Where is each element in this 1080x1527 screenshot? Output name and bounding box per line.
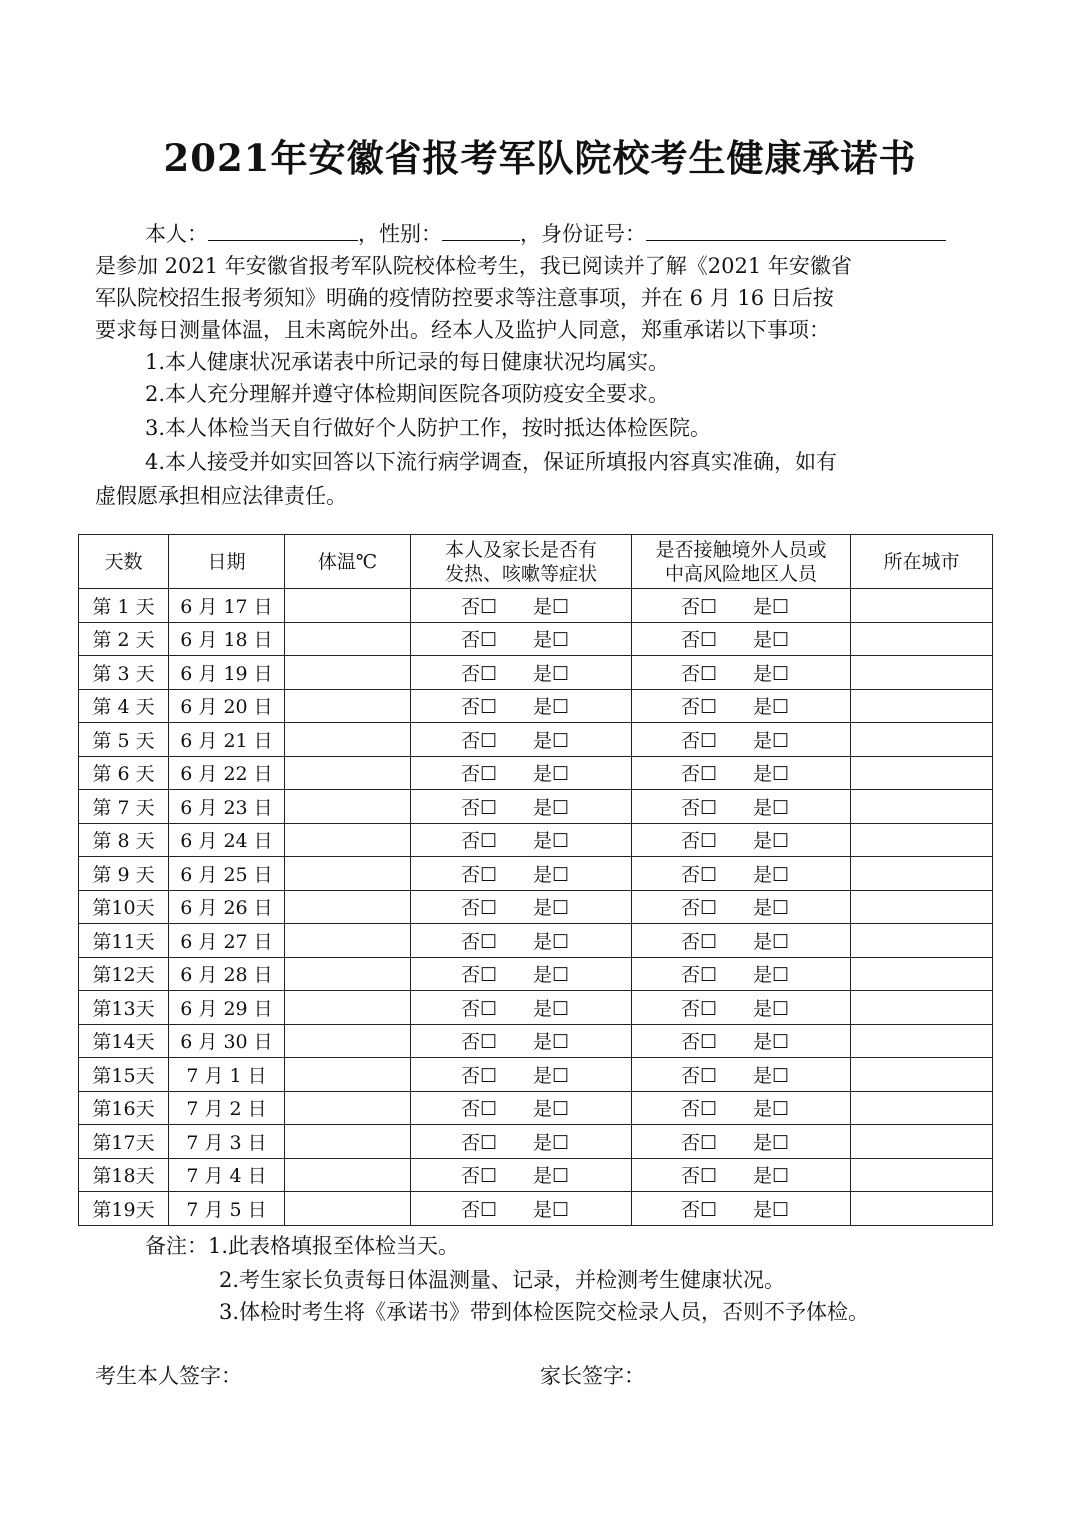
- gender-blank[interactable]: [442, 220, 520, 241]
- contact-yes-checkbox[interactable]: 是☐: [753, 930, 790, 953]
- contact-no-checkbox[interactable]: 否☐: [681, 897, 718, 920]
- temperature-cell[interactable]: [285, 857, 411, 891]
- city-cell[interactable]: [851, 656, 993, 690]
- table-row: [79, 790, 993, 824]
- temperature-cell[interactable]: [285, 1158, 411, 1192]
- contact-options: [681, 625, 801, 652]
- contact-options: [681, 1128, 801, 1155]
- symptoms-options: [461, 726, 581, 753]
- contact-cell: [632, 1024, 851, 1058]
- symptoms-no-checkbox[interactable]: 否☐: [461, 729, 498, 752]
- day-cell: 第18天: [79, 1158, 169, 1192]
- day-cell: 第17天: [79, 1125, 169, 1159]
- gender-label: ，性别：: [358, 222, 442, 246]
- header-symptoms-line2: 发热、咳嗽等症状: [444, 562, 597, 585]
- temperature-cell[interactable]: [285, 622, 411, 656]
- day-cell: 第 2 天: [79, 622, 169, 656]
- city-cell[interactable]: [851, 589, 993, 623]
- symptoms-options: [461, 1027, 581, 1054]
- table-row: [79, 1024, 993, 1058]
- city-cell[interactable]: [851, 1192, 993, 1226]
- table-row: [79, 1125, 993, 1159]
- table-row: [79, 1158, 993, 1192]
- temperature-cell[interactable]: [285, 589, 411, 623]
- contact-no-checkbox[interactable]: 否☐: [681, 1098, 718, 1121]
- commitment-item-4-cont: 虚假愿承担相应法律责任。: [95, 484, 347, 508]
- symptoms-no-checkbox[interactable]: 否☐: [461, 1031, 498, 1054]
- temperature-cell[interactable]: [285, 1192, 411, 1226]
- symptoms-no-checkbox[interactable]: 否☐: [461, 595, 498, 618]
- contact-cell: [632, 589, 851, 623]
- contact-no-checkbox[interactable]: 否☐: [681, 729, 718, 752]
- contact-cell: [632, 790, 851, 824]
- contact-no-checkbox[interactable]: 否☐: [681, 1165, 718, 1188]
- contact-cell: [632, 857, 851, 891]
- symptoms-options: [461, 1161, 581, 1188]
- date-cell: 6 月 26 日: [169, 890, 285, 924]
- date-cell: 6 月 24 日: [169, 823, 285, 857]
- table-header-row: [79, 535, 993, 589]
- day-cell: 第12天: [79, 957, 169, 991]
- symptoms-cell: [411, 689, 632, 723]
- remarks-line-1: [145, 1230, 459, 1260]
- day-cell: 第 7 天: [79, 790, 169, 824]
- contact-yes-checkbox[interactable]: 是☐: [753, 763, 790, 786]
- date-cell: 7 月 2 日: [169, 1091, 285, 1125]
- contact-no-checkbox[interactable]: 否☐: [681, 796, 718, 819]
- contact-yes-checkbox[interactable]: 是☐: [753, 1064, 790, 1087]
- symptoms-yes-checkbox[interactable]: 是☐: [533, 1165, 570, 1188]
- contact-options: [681, 726, 801, 753]
- table-row: [79, 890, 993, 924]
- contact-no-checkbox[interactable]: 否☐: [681, 595, 718, 618]
- date-cell: 7 月 5 日: [169, 1192, 285, 1226]
- symptoms-no-checkbox[interactable]: 否☐: [461, 662, 498, 685]
- temperature-cell[interactable]: [285, 689, 411, 723]
- table-row: [79, 924, 993, 958]
- day-cell: 第 3 天: [79, 656, 169, 690]
- date-cell: 6 月 20 日: [169, 689, 285, 723]
- contact-options: [681, 1061, 801, 1088]
- city-cell[interactable]: [851, 790, 993, 824]
- symptoms-yes-checkbox[interactable]: 是☐: [533, 1198, 570, 1221]
- day-cell: 第16天: [79, 1091, 169, 1125]
- symptoms-yes-checkbox[interactable]: 是☐: [533, 1098, 570, 1121]
- symptoms-yes-checkbox[interactable]: 是☐: [533, 696, 570, 719]
- day-cell: 第 9 天: [79, 857, 169, 891]
- contact-yes-checkbox[interactable]: 是☐: [753, 997, 790, 1020]
- symptoms-no-checkbox[interactable]: 否☐: [461, 1165, 498, 1188]
- header-date: 日期: [169, 535, 285, 589]
- day-cell: 第15天: [79, 1058, 169, 1092]
- temperature-cell[interactable]: [285, 991, 411, 1025]
- contact-no-checkbox[interactable]: 否☐: [681, 863, 718, 886]
- paragraph-line: 军队院校招生报考须知》明确的疫情防控要求等注意事项，并在 6 月 16 日后按: [95, 286, 834, 310]
- temperature-cell[interactable]: [285, 1091, 411, 1125]
- contact-yes-checkbox[interactable]: 是☐: [753, 729, 790, 752]
- date-cell: 6 月 30 日: [169, 1024, 285, 1058]
- contact-cell: [632, 823, 851, 857]
- contact-no-checkbox[interactable]: 否☐: [681, 964, 718, 987]
- symptoms-options: [461, 1061, 581, 1088]
- date-cell: 6 月 28 日: [169, 957, 285, 991]
- city-cell[interactable]: [851, 991, 993, 1025]
- day-cell: 第 5 天: [79, 723, 169, 757]
- contact-yes-checkbox[interactable]: 是☐: [753, 662, 790, 685]
- city-cell[interactable]: [851, 689, 993, 723]
- contact-no-checkbox[interactable]: 否☐: [681, 763, 718, 786]
- contact-no-checkbox[interactable]: 否☐: [681, 629, 718, 652]
- contact-options: [681, 927, 801, 954]
- symptoms-yes-checkbox[interactable]: 是☐: [533, 930, 570, 953]
- temperature-cell[interactable]: [285, 756, 411, 790]
- symptoms-no-checkbox[interactable]: 否☐: [461, 897, 498, 920]
- symptoms-cell: [411, 1158, 632, 1192]
- contact-cell: [632, 991, 851, 1025]
- date-cell: 6 月 27 日: [169, 924, 285, 958]
- city-cell[interactable]: [851, 622, 993, 656]
- date-cell: 6 月 21 日: [169, 723, 285, 757]
- symptoms-cell: [411, 1125, 632, 1159]
- date-cell: 6 月 17 日: [169, 589, 285, 623]
- symptoms-yes-checkbox[interactable]: 是☐: [533, 662, 570, 685]
- header-contact-line1: 是否接触境外人员或: [655, 538, 827, 561]
- contact-no-checkbox[interactable]: 否☐: [681, 1131, 718, 1154]
- table-row: [79, 656, 993, 690]
- symptoms-yes-checkbox[interactable]: 是☐: [533, 997, 570, 1020]
- symptoms-no-checkbox[interactable]: 否☐: [461, 696, 498, 719]
- commitment-item-4: 4.本人接受并如实回答以下流行病学调查，保证所填报内容真实准确，如有: [145, 450, 838, 474]
- symptoms-yes-checkbox[interactable]: 是☐: [533, 964, 570, 987]
- temperature-cell[interactable]: [285, 1024, 411, 1058]
- date-cell: 7 月 1 日: [169, 1058, 285, 1092]
- contact-options: [681, 592, 801, 619]
- symptoms-no-checkbox[interactable]: 否☐: [461, 629, 498, 652]
- header-city: 所在城市: [851, 535, 993, 589]
- day-cell: 第13天: [79, 991, 169, 1025]
- paragraph-line: 是参加 2021 年安徽省报考军队院校体检考生，我已阅读并了解《2021 年安徽省: [95, 254, 852, 278]
- temperature-cell[interactable]: [285, 723, 411, 757]
- contact-no-checkbox[interactable]: 否☐: [681, 696, 718, 719]
- contact-yes-checkbox[interactable]: 是☐: [753, 696, 790, 719]
- city-cell[interactable]: [851, 957, 993, 991]
- temperature-cell[interactable]: [285, 1125, 411, 1159]
- contact-no-checkbox[interactable]: 否☐: [681, 662, 718, 685]
- table-row: [79, 689, 993, 723]
- contact-cell: [632, 656, 851, 690]
- symptoms-yes-checkbox[interactable]: 是☐: [533, 763, 570, 786]
- symptoms-cell: [411, 1024, 632, 1058]
- table-row: [79, 589, 993, 623]
- symptoms-cell: [411, 890, 632, 924]
- contact-options: [681, 793, 801, 820]
- contact-cell: [632, 924, 851, 958]
- contact-options: [681, 759, 801, 786]
- symptoms-yes-checkbox[interactable]: 是☐: [533, 1031, 570, 1054]
- date-cell: 6 月 19 日: [169, 656, 285, 690]
- symptoms-options: [461, 860, 581, 887]
- day-cell: 第19天: [79, 1192, 169, 1226]
- symptoms-yes-checkbox[interactable]: 是☐: [533, 897, 570, 920]
- date-cell: 6 月 18 日: [169, 622, 285, 656]
- symptoms-no-checkbox[interactable]: 否☐: [461, 1098, 498, 1121]
- city-cell[interactable]: [851, 723, 993, 757]
- day-cell: 第 6 天: [79, 756, 169, 790]
- temperature-cell[interactable]: [285, 656, 411, 690]
- paragraph-line: 要求每日测量体温，且未离皖外出。经本人及监护人同意，郑重承诺以下事项：: [95, 318, 830, 342]
- day-cell: 第14天: [79, 1024, 169, 1058]
- city-cell[interactable]: [851, 1158, 993, 1192]
- contact-yes-checkbox[interactable]: 是☐: [753, 1198, 790, 1221]
- contact-yes-checkbox[interactable]: 是☐: [753, 1031, 790, 1054]
- contact-cell: [632, 1125, 851, 1159]
- remark-1: 1.此表格填报至体检当天。: [208, 1234, 460, 1258]
- table-row: [79, 1058, 993, 1092]
- symptoms-no-checkbox[interactable]: 否☐: [461, 1064, 498, 1087]
- city-cell[interactable]: [851, 924, 993, 958]
- symptoms-no-checkbox[interactable]: 否☐: [461, 997, 498, 1020]
- contact-no-checkbox[interactable]: 否☐: [681, 1198, 718, 1221]
- symptoms-cell: [411, 924, 632, 958]
- contact-yes-checkbox[interactable]: 是☐: [753, 964, 790, 987]
- name-label: 本人：: [145, 222, 208, 246]
- header-symptoms: [411, 535, 632, 589]
- symptoms-cell: [411, 622, 632, 656]
- contact-cell: [632, 723, 851, 757]
- temperature-cell[interactable]: [285, 1058, 411, 1092]
- parent-signature-label: 家长签字：: [540, 1364, 645, 1388]
- contact-yes-checkbox[interactable]: 是☐: [753, 796, 790, 819]
- symptoms-no-checkbox[interactable]: 否☐: [461, 930, 498, 953]
- contact-yes-checkbox[interactable]: 是☐: [753, 863, 790, 886]
- table-row: [79, 723, 993, 757]
- contact-options: [681, 994, 801, 1021]
- day-cell: 第 8 天: [79, 823, 169, 857]
- symptoms-cell: [411, 1091, 632, 1125]
- contact-yes-checkbox[interactable]: 是☐: [753, 830, 790, 853]
- symptoms-yes-checkbox[interactable]: 是☐: [533, 796, 570, 819]
- symptoms-options: [461, 1128, 581, 1155]
- symptoms-no-checkbox[interactable]: 否☐: [461, 830, 498, 853]
- remark-3: 3.体检时考生将《承诺书》带到体检医院交检录人员，否则不予体检。: [219, 1300, 870, 1324]
- table-row: [79, 991, 993, 1025]
- symptoms-yes-checkbox[interactable]: 是☐: [533, 863, 570, 886]
- contact-yes-checkbox[interactable]: 是☐: [753, 595, 790, 618]
- symptoms-yes-checkbox[interactable]: 是☐: [533, 729, 570, 752]
- contact-no-checkbox[interactable]: 否☐: [681, 930, 718, 953]
- contact-cell: [632, 957, 851, 991]
- header-contact-line2: 中高风险地区人员: [664, 562, 817, 585]
- remarks-prefix: 备注：: [145, 1234, 208, 1258]
- student-signature-label: 考生本人签字：: [95, 1364, 242, 1388]
- symptoms-yes-checkbox[interactable]: 是☐: [533, 1064, 570, 1087]
- contact-cell: [632, 622, 851, 656]
- contact-cell: [632, 1192, 851, 1226]
- symptoms-cell: [411, 589, 632, 623]
- header-symptoms-line1: 本人及家长是否有: [444, 538, 597, 561]
- city-cell[interactable]: [851, 857, 993, 891]
- city-cell[interactable]: [851, 823, 993, 857]
- symptoms-cell: [411, 790, 632, 824]
- day-cell: 第10天: [79, 890, 169, 924]
- contact-options: [681, 826, 801, 853]
- contact-options: [681, 860, 801, 887]
- contact-yes-checkbox[interactable]: 是☐: [753, 1098, 790, 1121]
- symptoms-cell: [411, 1192, 632, 1226]
- contact-options: [681, 960, 801, 987]
- symptoms-cell: [411, 756, 632, 790]
- symptoms-options: [461, 692, 581, 719]
- contact-cell: [632, 1091, 851, 1125]
- contact-no-checkbox[interactable]: 否☐: [681, 830, 718, 853]
- date-cell: 7 月 3 日: [169, 1125, 285, 1159]
- contact-cell: [632, 1158, 851, 1192]
- header-temperature: 体温℃: [285, 535, 411, 589]
- contact-options: [681, 1161, 801, 1188]
- table-row: [79, 756, 993, 790]
- symptoms-no-checkbox[interactable]: 否☐: [461, 763, 498, 786]
- table-row: [79, 823, 993, 857]
- day-cell: 第 1 天: [79, 589, 169, 623]
- table-row: [79, 1091, 993, 1125]
- table-row: [79, 857, 993, 891]
- id-number-label: ，身份证号：: [520, 222, 646, 246]
- table-row: [79, 957, 993, 991]
- header-contact: [632, 535, 851, 589]
- name-blank[interactable]: [208, 220, 358, 241]
- contact-options: [681, 1027, 801, 1054]
- symptoms-options: [461, 1094, 581, 1121]
- symptoms-yes-checkbox[interactable]: 是☐: [533, 595, 570, 618]
- page-title: 2021年安徽省报考军队院校考生健康承诺书: [163, 136, 917, 180]
- date-cell: 6 月 25 日: [169, 857, 285, 891]
- symptoms-cell: [411, 723, 632, 757]
- symptoms-options: [461, 659, 581, 686]
- personal-info-line: [145, 218, 946, 248]
- city-cell[interactable]: [851, 756, 993, 790]
- contact-yes-checkbox[interactable]: 是☐: [753, 1165, 790, 1188]
- temperature-cell[interactable]: [285, 957, 411, 991]
- symptoms-options: [461, 826, 581, 853]
- id-number-blank[interactable]: [646, 220, 946, 241]
- symptoms-cell: [411, 857, 632, 891]
- symptoms-options: [461, 1195, 581, 1222]
- city-cell[interactable]: [851, 1024, 993, 1058]
- health-record-table: [78, 534, 993, 1226]
- date-cell: 6 月 29 日: [169, 991, 285, 1025]
- symptoms-cell: [411, 957, 632, 991]
- contact-options: [681, 692, 801, 719]
- symptoms-no-checkbox[interactable]: 否☐: [461, 1198, 498, 1221]
- symptoms-yes-checkbox[interactable]: 是☐: [533, 830, 570, 853]
- symptoms-options: [461, 994, 581, 1021]
- city-cell[interactable]: [851, 1058, 993, 1092]
- temperature-cell[interactable]: [285, 790, 411, 824]
- commitment-item-2: 2.本人充分理解并遵守体检期间医院各项防疫安全要求。: [145, 382, 670, 406]
- contact-cell: [632, 890, 851, 924]
- symptoms-cell: [411, 1058, 632, 1092]
- remark-2: 2.考生家长负责每日体温测量、记录，并检测考生健康状况。: [219, 1268, 786, 1292]
- symptoms-options: [461, 793, 581, 820]
- symptoms-yes-checkbox[interactable]: 是☐: [533, 1131, 570, 1154]
- contact-cell: [632, 756, 851, 790]
- table-row: [79, 622, 993, 656]
- city-cell[interactable]: [851, 1091, 993, 1125]
- date-cell: 6 月 22 日: [169, 756, 285, 790]
- symptoms-no-checkbox[interactable]: 否☐: [461, 964, 498, 987]
- contact-no-checkbox[interactable]: 否☐: [681, 1064, 718, 1087]
- symptoms-yes-checkbox[interactable]: 是☐: [533, 629, 570, 652]
- contact-options: [681, 659, 801, 686]
- table-row: [79, 1192, 993, 1226]
- header-day: 天数: [79, 535, 169, 589]
- commitment-item-1: 1.本人健康状况承诺表中所记录的每日健康状况均属实。: [145, 350, 670, 374]
- contact-options: [681, 1094, 801, 1121]
- symptoms-no-checkbox[interactable]: 否☐: [461, 863, 498, 886]
- contact-no-checkbox[interactable]: 否☐: [681, 997, 718, 1020]
- symptoms-options: [461, 592, 581, 619]
- contact-yes-checkbox[interactable]: 是☐: [753, 897, 790, 920]
- symptoms-no-checkbox[interactable]: 否☐: [461, 796, 498, 819]
- day-cell: 第11天: [79, 924, 169, 958]
- symptoms-cell: [411, 656, 632, 690]
- commitment-item-3: 3.本人体检当天自行做好个人防护工作，按时抵达体检医院。: [145, 416, 712, 440]
- symptoms-cell: [411, 991, 632, 1025]
- date-cell: 6 月 23 日: [169, 790, 285, 824]
- symptoms-cell: [411, 823, 632, 857]
- contact-options: [681, 893, 801, 920]
- contact-cell: [632, 1058, 851, 1092]
- symptoms-options: [461, 927, 581, 954]
- symptoms-options: [461, 625, 581, 652]
- contact-yes-checkbox[interactable]: 是☐: [753, 629, 790, 652]
- symptoms-options: [461, 893, 581, 920]
- temperature-cell[interactable]: [285, 890, 411, 924]
- contact-yes-checkbox[interactable]: 是☐: [753, 1131, 790, 1154]
- symptoms-options: [461, 759, 581, 786]
- temperature-cell[interactable]: [285, 924, 411, 958]
- temperature-cell[interactable]: [285, 823, 411, 857]
- contact-no-checkbox[interactable]: 否☐: [681, 1031, 718, 1054]
- city-cell[interactable]: [851, 1125, 993, 1159]
- date-cell: 7 月 4 日: [169, 1158, 285, 1192]
- contact-cell: [632, 689, 851, 723]
- symptoms-no-checkbox[interactable]: 否☐: [461, 1131, 498, 1154]
- city-cell[interactable]: [851, 890, 993, 924]
- symptoms-options: [461, 960, 581, 987]
- day-cell: 第 4 天: [79, 689, 169, 723]
- contact-options: [681, 1195, 801, 1222]
